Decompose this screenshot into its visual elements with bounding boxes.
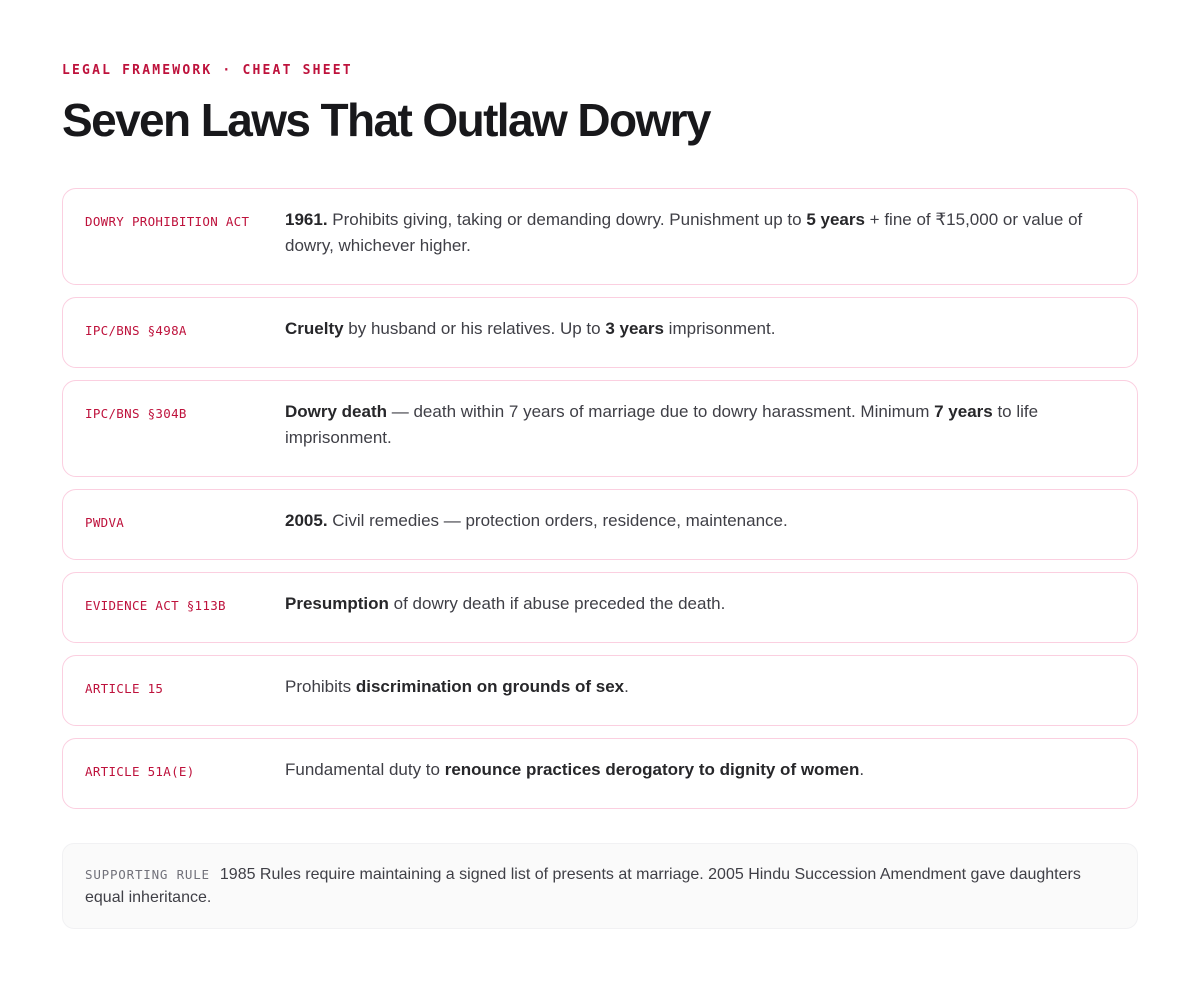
law-lead: 1961. xyxy=(285,210,328,229)
law-description xyxy=(285,316,1115,342)
law-text-part: Prohibits giving, taking or demanding dowry. Punishment up to xyxy=(327,210,807,229)
supporting-rule-text: 1985 Rules require maintaining a signed list of presents at marriage. 2005 Hindu Succession Amendment gave daughters equal inheritance. xyxy=(85,866,1081,906)
law-card-article-15 xyxy=(62,655,1138,726)
law-card-dowry-prohibition-act xyxy=(62,188,1138,285)
law-tag: ARTICLE 15 xyxy=(85,681,164,696)
law-description xyxy=(285,591,1115,617)
supporting-rule-note xyxy=(62,843,1138,929)
law-lead: Cruelty xyxy=(285,319,344,338)
law-text-part: by husband or his relatives. Up to xyxy=(343,319,606,338)
law-description xyxy=(285,399,1115,451)
law-text-part: Prohibits xyxy=(285,677,356,696)
law-card-evidence-act-113b xyxy=(62,572,1138,643)
law-text-part: to life imprisonment. xyxy=(285,402,1039,447)
law-card-ipc-304b xyxy=(62,380,1138,477)
law-emphasis: renounce practices derogatory to dignity of women xyxy=(444,760,860,779)
law-text-part: . xyxy=(859,760,865,779)
law-text-part: . xyxy=(624,677,629,696)
law-text-part: imprisonment. xyxy=(663,319,776,338)
law-tag: DOWRY PROHIBITION ACT xyxy=(85,214,250,229)
law-text-part: Civil remedies — protection orders, residence, maintenance. xyxy=(327,511,788,530)
law-tag: EVIDENCE ACT §113B xyxy=(85,598,226,613)
law-description xyxy=(285,207,1115,259)
law-lead: Dowry death xyxy=(285,402,388,421)
law-text-part: Fundamental duty to xyxy=(285,760,445,779)
supporting-rule-tag: SUPPORTING RULE xyxy=(85,867,210,882)
law-description xyxy=(285,674,1115,700)
law-text-part: — death within 7 years of marriage due to dowry harassment. Minimum xyxy=(387,402,935,421)
law-emphasis: 7 years xyxy=(934,402,993,421)
law-lead: 2005. xyxy=(285,511,328,530)
law-text-part: of dowry death if abuse preceded the death. xyxy=(388,594,726,613)
law-card-article-51a-e xyxy=(62,738,1138,809)
law-tag: IPC/BNS §498A xyxy=(85,323,187,338)
law-emphasis: 3 years xyxy=(605,319,664,338)
page-title: Seven Laws That Outlaw Dowry xyxy=(62,94,710,146)
law-tag: PWDVA xyxy=(85,515,125,530)
law-tag: ARTICLE 51A(E) xyxy=(85,764,195,779)
laws-list xyxy=(62,188,1138,809)
law-card-pwdva xyxy=(62,489,1138,560)
law-emphasis: 5 years xyxy=(806,210,865,229)
law-description xyxy=(285,508,1115,534)
law-text-part: + fine of ₹15,000 or value of dowry, whichever higher. xyxy=(285,210,1083,255)
law-description xyxy=(285,757,1115,783)
law-emphasis: discrimination on grounds of sex xyxy=(355,677,625,696)
eyebrow-label: LEGAL FRAMEWORK · CHEAT SHEET xyxy=(62,63,353,78)
law-text-wrap xyxy=(285,399,1065,451)
law-card-ipc-498a xyxy=(62,297,1138,368)
law-lead: Presumption xyxy=(285,594,389,613)
law-tag: IPC/BNS §304B xyxy=(85,406,187,421)
